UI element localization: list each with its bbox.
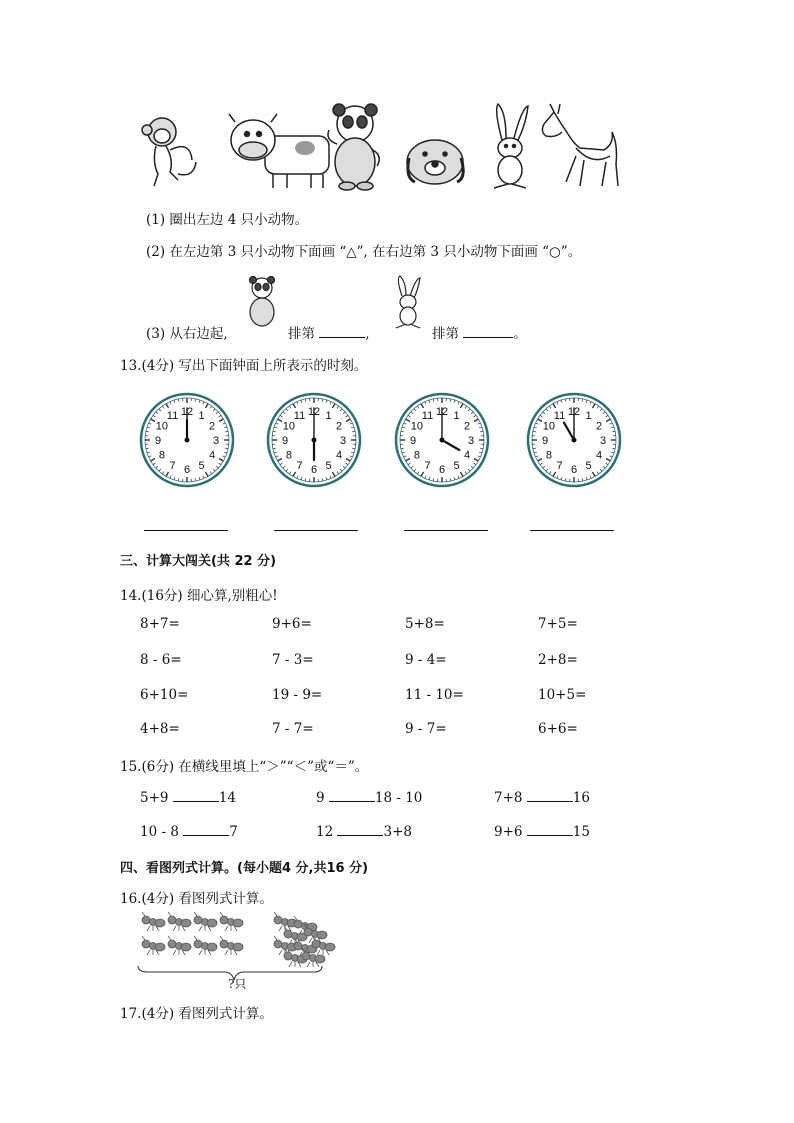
- clock-face: [268, 394, 360, 486]
- clock-number: 3: [212, 435, 220, 447]
- q14-cell: 19 - 9=: [272, 687, 323, 703]
- q14-cell: 6+6=: [538, 721, 578, 737]
- clock-number: 1: [453, 409, 460, 422]
- q17-title: 17.(4分) 看图列式计算。: [120, 1006, 273, 1022]
- brace-label: ?只: [228, 977, 247, 991]
- ant-icon: [168, 936, 191, 955]
- clock-number: 1: [198, 409, 205, 422]
- clock-number: 11: [553, 409, 566, 422]
- clock-face: [141, 394, 233, 486]
- q14-cell: 4+8=: [140, 721, 180, 737]
- clock-number: 2: [596, 420, 603, 433]
- ant-icon: [142, 912, 165, 931]
- answer-blank[interactable]: [527, 789, 573, 802]
- q14-cell: 8 - 6=: [140, 652, 182, 668]
- clock-number: 12: [180, 406, 194, 418]
- answer-blank[interactable]: [463, 325, 513, 338]
- q16-title: 16.(4分) 看图列式计算。: [120, 891, 273, 907]
- q14-cell: 7+5=: [538, 616, 578, 632]
- clock-number: 8: [413, 449, 420, 462]
- clock-number: 12: [567, 406, 581, 418]
- clock-number: 10: [410, 420, 424, 433]
- clock-number: 4: [336, 449, 343, 462]
- clock-number: 6: [310, 464, 318, 476]
- animal-row: [130, 100, 630, 200]
- clock-number: 4: [209, 449, 216, 462]
- clock-number: 9: [281, 435, 289, 447]
- clock-face: [528, 394, 620, 486]
- clock-number: 7: [556, 460, 563, 473]
- clock-number: 8: [545, 449, 552, 462]
- clock-number: 5: [325, 460, 332, 473]
- clock-number: 8: [285, 449, 292, 462]
- clock-number: 10: [282, 420, 296, 433]
- q13-title: 13.(4分) 写出下面钟面上所表示的时刻。: [120, 358, 368, 374]
- clock-number: 2: [209, 420, 216, 433]
- answer-line[interactable]: [530, 530, 614, 531]
- clock-number: 6: [438, 464, 446, 476]
- clock-number: 3: [467, 435, 475, 447]
- clock-number: 12: [307, 406, 321, 418]
- section-heading: 三、计算大闯关(共 22 分): [120, 554, 277, 569]
- rabbit-icon: [494, 104, 528, 188]
- q15-compare: 12 3+8: [316, 824, 412, 840]
- clock-number: 5: [585, 460, 592, 473]
- q15-title: 15.(6分) 在横线里填上“＞”“＜”或“＝”。: [120, 759, 369, 775]
- rabbit-small-icon: [388, 274, 426, 330]
- donkey-icon: [542, 104, 618, 186]
- ant-icon: [194, 912, 217, 931]
- clock-number: 2: [336, 420, 343, 433]
- q14-cell: 2+8=: [538, 652, 578, 668]
- q14-cell: 9 - 4=: [405, 652, 447, 668]
- clock-number: 9: [541, 435, 549, 447]
- ant-icon: [142, 936, 165, 955]
- answer-blank[interactable]: [183, 823, 229, 836]
- clock-number: 1: [325, 409, 332, 422]
- answer-line[interactable]: [274, 530, 358, 531]
- clock-number: 4: [596, 449, 603, 462]
- q12-item-3-rank2: 排第 。: [432, 326, 527, 342]
- clock-number: 10: [542, 420, 556, 433]
- clock-number: 7: [296, 460, 303, 473]
- clock-number: 11: [166, 409, 179, 422]
- clock-number: 9: [154, 435, 162, 447]
- clock-number: 11: [421, 409, 434, 422]
- clock-face: [396, 394, 488, 486]
- q15-compare: 5+9 14: [140, 790, 236, 806]
- ant-icon: [220, 912, 243, 931]
- clock-number: 8: [158, 449, 165, 462]
- clock-number: 2: [464, 420, 471, 433]
- clock-number: 5: [453, 460, 460, 473]
- q12-item-1: (1) 圈出左边 4 只小动物。: [146, 212, 309, 228]
- ant-icon: [194, 936, 217, 955]
- answer-blank[interactable]: [527, 823, 573, 836]
- q14-cell: 9 - 7=: [405, 721, 447, 737]
- cow-icon: [229, 114, 329, 188]
- puppy-icon: [407, 140, 463, 184]
- q15-compare: 10 - 8 7: [140, 824, 238, 840]
- clock-number: 6: [183, 464, 191, 476]
- q14-title: 14.(16分) 细心算,别粗心!: [120, 588, 278, 604]
- panda-small-icon: [244, 274, 280, 330]
- answer-blank[interactable]: [173, 789, 219, 802]
- monkey-icon: [142, 118, 196, 186]
- q14-cell: 6+10=: [140, 687, 189, 703]
- clock-number: 7: [424, 460, 431, 473]
- clock-number: 10: [155, 420, 169, 433]
- q14-cell: 11 - 10=: [405, 687, 464, 703]
- q12-item-3-prefix: (3) 从右边起,: [146, 326, 228, 342]
- q12-item-3-rank1: 排第 ,: [288, 326, 370, 342]
- answer-blank[interactable]: [329, 789, 375, 802]
- clock-row: [0, 380, 794, 500]
- clock-number: 9: [409, 435, 417, 447]
- answer-blank[interactable]: [319, 325, 365, 338]
- clock-number: 5: [198, 460, 205, 473]
- section-heading: 四、看图列式计算。(每小题4 分,共16 分): [120, 861, 369, 876]
- q12-item-2: (2) 在左边第 3 只小动物下面画 “△”, 在右边第 3 只小动物下面画 “○”。: [146, 244, 582, 260]
- clock-number: 7: [169, 460, 176, 473]
- clock-number: 11: [293, 409, 306, 422]
- q14-cell: 8+7=: [140, 616, 180, 632]
- q14-cell: 10+5=: [538, 687, 587, 703]
- clock-number: 12: [435, 406, 449, 418]
- ant-icon: [168, 912, 191, 931]
- q14-cell: 5+8=: [405, 616, 445, 632]
- ant-icon: [220, 936, 243, 955]
- q15-compare: 9+6 15: [494, 824, 590, 840]
- panda-icon: [328, 104, 379, 190]
- clock-number: 3: [339, 435, 347, 447]
- q14-cell: 7 - 3=: [272, 652, 314, 668]
- q15-compare: 7+8 16: [494, 790, 590, 806]
- q14-cell: 9+6=: [272, 616, 312, 632]
- clock-number: 1: [585, 409, 592, 422]
- answer-blank[interactable]: [337, 823, 383, 836]
- q14-cell: 7 - 7=: [272, 721, 314, 737]
- clock-number: 3: [599, 435, 607, 447]
- answer-line[interactable]: [404, 530, 488, 531]
- clock-number: 6: [570, 464, 578, 476]
- clock-number: 4: [464, 449, 471, 462]
- answer-line[interactable]: [144, 530, 228, 531]
- q15-compare: 9 18 - 10: [316, 790, 423, 806]
